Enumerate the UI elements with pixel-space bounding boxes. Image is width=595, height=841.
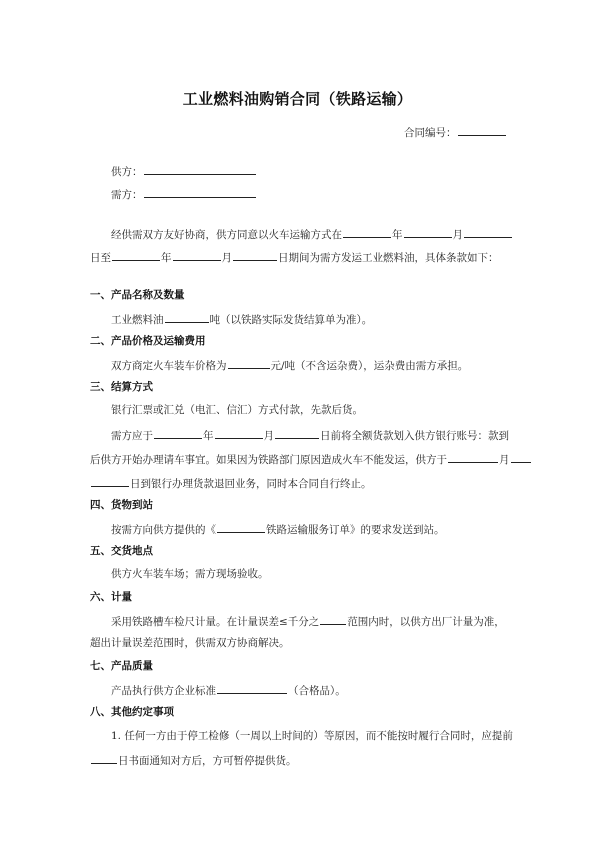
standard-blank[interactable]	[217, 682, 287, 694]
intro-end-day-blank[interactable]	[233, 249, 277, 261]
product-name-text: 工业燃料油	[111, 314, 164, 326]
intro-year-label: 年	[392, 229, 403, 241]
section-1-text	[111, 311, 372, 327]
quality-text: （合格品）。	[288, 685, 346, 697]
intro-month-blank[interactable]	[404, 226, 452, 238]
destination-text: 铁路运输服务订单》的要求发送到站。	[266, 524, 445, 536]
intro-text: 经供需双方友好协商，供方同意以火车运输方式在	[111, 229, 342, 241]
section-heading-8: 八、其他约定事项	[90, 706, 174, 718]
intro-year-blank[interactable]	[343, 226, 391, 238]
document-title: 工业燃料油购销合同（铁路运输）	[182, 90, 413, 108]
intro-end-month-blank[interactable]	[173, 249, 221, 261]
payment-text: 需方应于	[111, 430, 153, 442]
quantity-text: 吨（以铁路实际发货结算单为准）。	[209, 314, 373, 326]
price-text: 双方商定火车装车价格为	[111, 360, 227, 372]
intro-month-label: 月	[221, 252, 232, 264]
payment-year-blank[interactable]	[154, 427, 202, 439]
refund-day-continued-blank[interactable]	[91, 475, 129, 487]
destination-text: 按需方向供方提供的《	[111, 524, 216, 536]
section-heading-1: 一、产品名称及数量	[90, 289, 185, 301]
measurement-text: 范围内时，以供方出厂计量为准，	[347, 616, 505, 628]
section-heading-4: 四、货物到站	[90, 499, 153, 511]
notice-text: 日书面通知对方后，方可暂停提供货。	[118, 755, 297, 767]
measurement-text: 采用铁路槽车检尺计量。在计量误差≤千分之	[111, 616, 320, 628]
supplier-line	[111, 163, 257, 179]
service-order-blank[interactable]	[217, 521, 265, 533]
section-3-text-1: 银行汇票或汇兑（电汇、信汇）方式付款，先款后货。	[111, 404, 363, 416]
intro-line-2	[90, 249, 499, 265]
intro-year-label: 年	[161, 252, 172, 264]
buyer-blank[interactable]	[144, 186, 256, 198]
intro-end-year-blank[interactable]	[112, 249, 160, 261]
section-heading-7: 七、产品质量	[90, 660, 153, 672]
price-blank[interactable]	[228, 357, 270, 369]
section-6-text-2: 超出计量误差范围时，供需双方协商解决。	[90, 637, 290, 649]
intro-month-label: 月	[452, 229, 463, 241]
tolerance-blank[interactable]	[320, 613, 346, 625]
section-7-text	[111, 682, 346, 698]
price-unit-text: 元/吨（不含运杂费），运杂费由需方承担。	[270, 360, 469, 372]
supplier-label: 供方：	[111, 166, 143, 178]
section-8-text-2	[90, 752, 297, 768]
payment-month-blank[interactable]	[215, 427, 263, 439]
intro-text: 日期间为需方发运工业燃料油，具体条款如下：	[278, 252, 499, 264]
refund-text: 日到银行办理货款退回业务，同时本合同自行终止。	[130, 478, 372, 490]
section-3-text-4	[90, 475, 372, 491]
payment-day-blank[interactable]	[275, 427, 319, 439]
notice-days-blank[interactable]	[91, 752, 117, 764]
section-heading-2: 二、产品价格及运输费用	[90, 335, 206, 347]
refund-text: 后供方开始办理请车事宜。如果因为铁路部门原因造成火车不能发运，供方于	[90, 454, 447, 466]
section-3-text-3	[90, 451, 532, 467]
buyer-label: 需方：	[111, 189, 143, 201]
section-4-text	[111, 521, 445, 537]
section-3-text-2	[111, 427, 509, 443]
supplier-blank[interactable]	[144, 163, 256, 175]
contract-number-blank[interactable]	[458, 124, 506, 136]
refund-month-blank[interactable]	[448, 451, 498, 463]
section-8-text-1: 1. 任何一方由于停工检修（一周以上时间的）等原因，而不能按时履行合同时，应提前	[111, 730, 513, 742]
section-2-text	[111, 357, 468, 373]
quantity-blank[interactable]	[165, 311, 209, 323]
contract-number-label: 合同编号：	[404, 127, 457, 139]
refund-month-label: 月	[499, 454, 510, 466]
payment-year-label: 年	[203, 430, 214, 442]
section-heading-3: 三、结算方式	[90, 381, 153, 393]
contract-number-line	[404, 124, 507, 140]
refund-day-blank[interactable]	[511, 451, 531, 463]
quality-text: 产品执行供方企业标准	[111, 685, 216, 697]
payment-month-label: 月	[263, 430, 274, 442]
section-heading-6: 六、计量	[90, 591, 132, 603]
section-5-text: 供方火车装车场；需方现场验收。	[111, 568, 269, 580]
section-heading-5: 五、交货地点	[90, 545, 153, 557]
buyer-line	[111, 186, 257, 202]
payment-text: 日前将全额货款划入供方银行账号：款到	[320, 430, 509, 442]
section-6-text-1	[111, 613, 505, 629]
intro-line-1	[111, 226, 513, 242]
intro-day-blank[interactable]	[464, 226, 512, 238]
intro-text: 日至	[90, 252, 111, 264]
